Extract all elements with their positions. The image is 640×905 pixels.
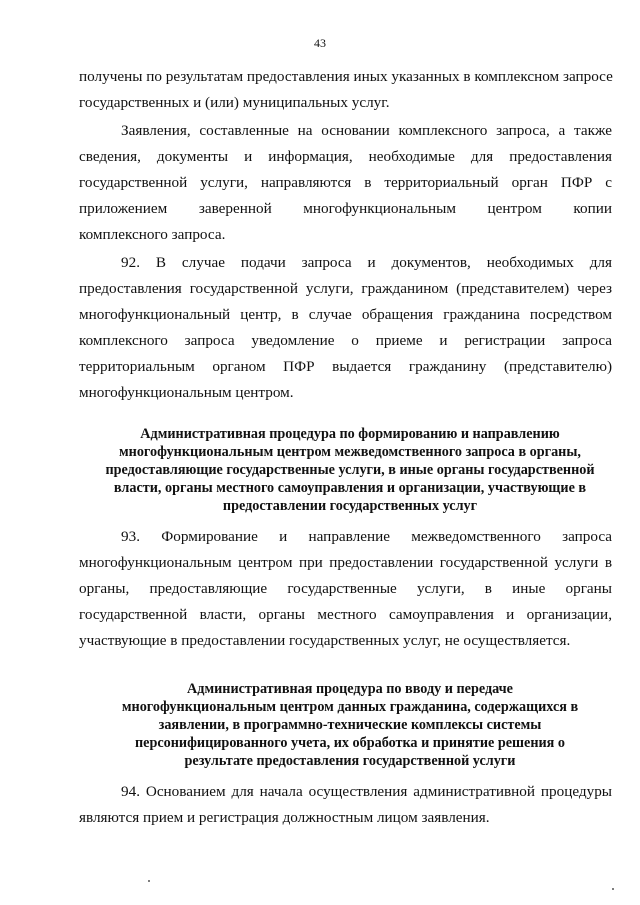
- text-line: многофункциональный центр, в случае обращения гражданина посредством: [79, 306, 612, 323]
- text-line: Заявления, составленные на основании комплексного запроса, а также: [121, 122, 612, 139]
- text-line: многофункциональным центром при предоставлении государственной услуги в: [79, 554, 612, 571]
- text-line: 92. В случае подачи запроса и документов, необходимых для: [121, 254, 612, 271]
- section-heading-line: предоставляющие государственные услуги, в иные органы государственной: [105, 462, 595, 478]
- text-line: комплексного запроса.: [79, 226, 226, 243]
- section-heading-line: Административная процедура по формированию и направлению: [140, 426, 560, 442]
- section-heading-line: результате предоставления государственной услуги: [184, 753, 516, 769]
- text-line: 94. Основанием для начала осуществления административной процедуры: [121, 783, 612, 800]
- page-number: 43: [314, 36, 326, 50]
- text-line: государственных и (или) муниципальных услуг.: [79, 94, 390, 111]
- text-line: комплексного запроса уведомление о приеме и регистрации запроса: [79, 332, 612, 349]
- text-line: участвующие в предоставлении государственных услуг, не осуществляется.: [79, 632, 571, 649]
- text-line: многофункциональным центром.: [79, 384, 294, 401]
- scan-speck: [612, 888, 614, 890]
- text-line: предоставления государственной услуги, гражданином (представителем) через: [79, 280, 612, 297]
- text-line: являются прием и регистрация должностным лицом заявления.: [79, 809, 490, 826]
- section-heading-line: многофункциональным центром данных гражданина, содержащихся в: [121, 699, 579, 715]
- section-heading-line: многофункциональным центром межведомственного запроса в органы,: [119, 444, 581, 460]
- section-heading-line: власти, органы местного самоуправления и организации, участвующие в: [113, 480, 587, 496]
- text-line: сведения, документы и информация, необходимые для предоставления: [79, 148, 612, 165]
- text-line: приложением заверенной многофункциональным центром копии: [79, 200, 612, 217]
- section-heading-line: персонифицированного учета, их обработка и принятие решения о: [134, 735, 566, 751]
- section-heading-line: предоставлении государственных услуг: [222, 498, 478, 514]
- text-line: государственной услуги, направляются в территориальный орган ПФР с: [79, 174, 612, 191]
- text-line: 93. Формирование и направление межведомственного запроса: [121, 528, 612, 545]
- section-heading-line: заявлении, в программно-технические комплексы системы: [158, 717, 542, 733]
- text-line: органы, предоставляющие государственные услуги, в иные органы: [79, 580, 612, 597]
- text-line: территориальным органом ПФР выдается гражданину (представителю): [79, 358, 612, 375]
- text-line: государственной власти, органы местного самоуправления и организации,: [79, 606, 612, 623]
- text-line: получены по результатам предоставления иных указанных в комплексном запросе: [79, 68, 613, 85]
- section-heading-line: Административная процедура по вводу и передаче: [187, 681, 513, 697]
- scan-speck: [148, 880, 150, 882]
